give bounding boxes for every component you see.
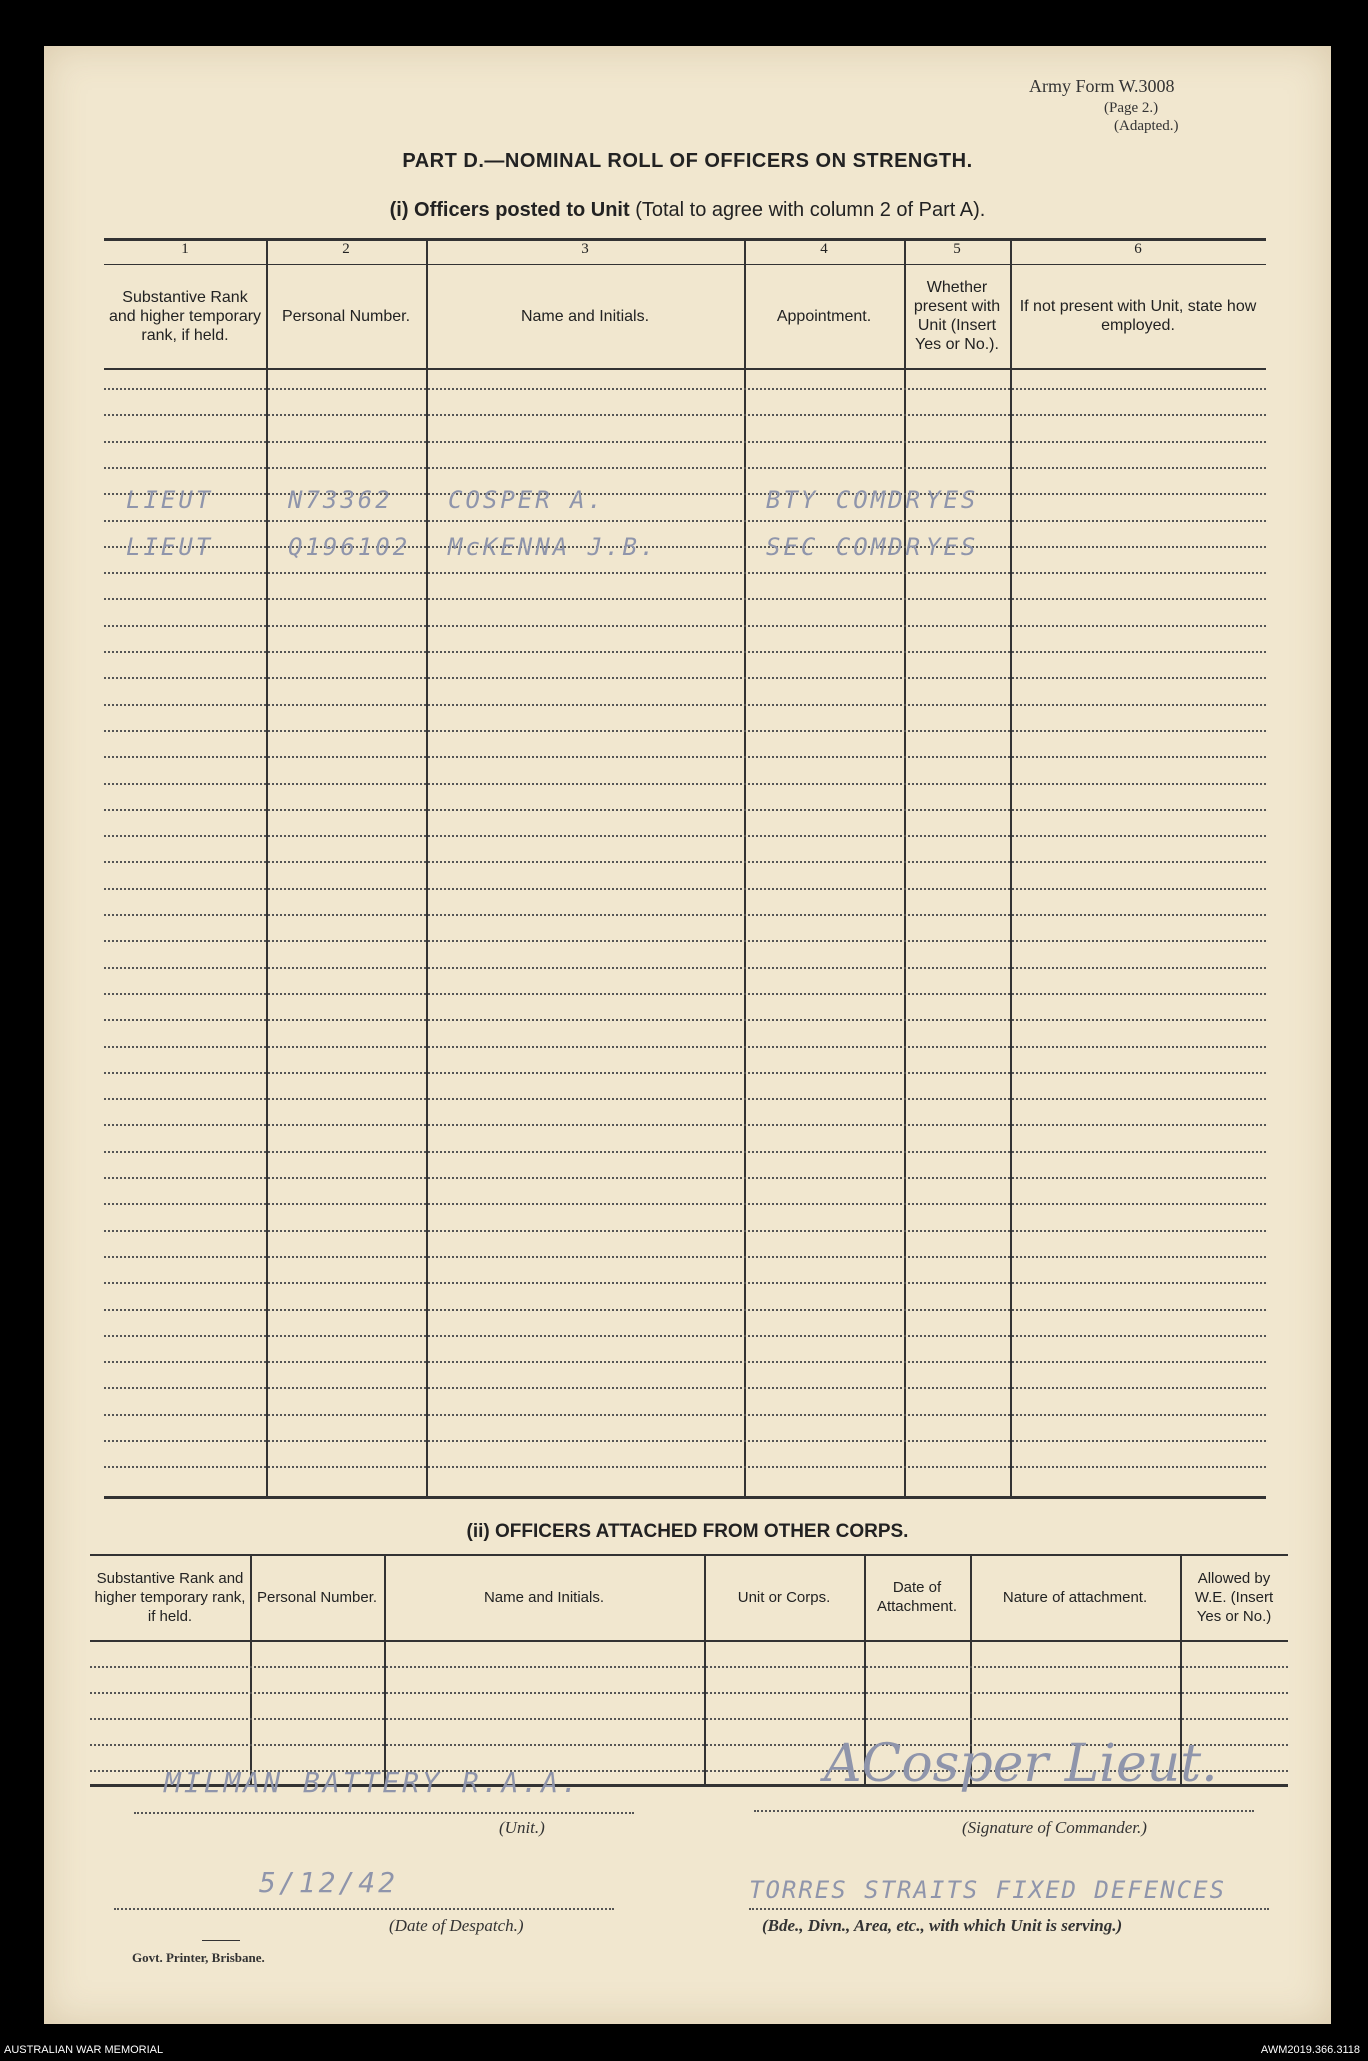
- archive-bar: [0, 2040, 1368, 2061]
- column-header: Nature of attachment.: [1002, 1588, 1148, 1606]
- table1-row-line: [104, 414, 1266, 416]
- table1-row-line: [104, 1177, 1266, 1179]
- table1-row-line: [104, 467, 1266, 469]
- table2-row-line: [90, 1718, 1288, 1720]
- bde-label: (Bde., Divn., Area, etc., with which Unit is serving.): [762, 1916, 1123, 1935]
- table1-row-line: [104, 677, 1266, 679]
- table1-row-line: [104, 888, 1266, 890]
- table2-column-divider: [384, 1554, 386, 1784]
- column-header: Unit or Corps.: [737, 1588, 831, 1606]
- entry-rank: LIEUT: [126, 533, 214, 561]
- entry-present: YES: [926, 486, 979, 514]
- table1-row-line: [104, 493, 1266, 495]
- section1-title: [44, 199, 1331, 222]
- column-header: Name and Initials.: [520, 307, 650, 325]
- signature-line: [754, 1810, 1254, 1812]
- entry-name: McKENNA J.B.: [448, 533, 658, 561]
- date-line: [114, 1908, 614, 1910]
- despatch-date-value: 5/12/42: [259, 1866, 399, 1899]
- table1-header-rule: [104, 368, 1266, 370]
- table1-row-line: [104, 441, 1266, 443]
- table1-number-rule: [104, 264, 1266, 265]
- table1-row-line: [104, 1414, 1266, 1416]
- column-number: 5: [953, 241, 961, 257]
- table2-column-divider: [704, 1554, 706, 1784]
- table1-bottom-rule: [104, 1496, 1266, 1499]
- form-page-number: (Page 2.): [1104, 100, 1159, 116]
- section2-title: (ii) OFFICERS ATTACHED FROM OTHER CORPS.: [466, 1521, 909, 1542]
- table1-row-line: [104, 1361, 1266, 1363]
- table1-row-line: [104, 1203, 1266, 1205]
- signature-label: (Signature of Commander.): [962, 1818, 1147, 1837]
- table1-row-line: [104, 1019, 1266, 1021]
- column-header: Allowed by W.E. (Insert Yes or No.): [1194, 1569, 1274, 1625]
- unit-line: [134, 1812, 634, 1814]
- table1-row-line: [104, 1256, 1266, 1258]
- bde-value: TORRES STRAITS FIXED DEFENCES: [749, 1876, 1227, 1904]
- table1-row-line: [104, 704, 1266, 706]
- table1-row-line: [104, 598, 1266, 600]
- printer-rule: [202, 1940, 240, 1941]
- table1-row-line: [104, 1124, 1266, 1126]
- entry-appointment: BTY COMDR: [766, 486, 924, 514]
- column-number: 1: [181, 241, 189, 257]
- column-header: Whether present with Unit (Insert Yes or No.).: [913, 279, 1001, 353]
- table1-column-divider: [266, 238, 268, 1496]
- column-header: Date of Attachment.: [876, 1579, 958, 1615]
- table1-row-line: [104, 914, 1266, 916]
- form-adapted: (Adapted.): [1114, 118, 1179, 134]
- entry-present: YES: [926, 533, 979, 561]
- table1-row-line: [104, 1151, 1266, 1153]
- table1-row-line: [104, 388, 1266, 390]
- column-header: If not present with Unit, state how employed.: [1019, 298, 1257, 334]
- form-page: [44, 46, 1331, 2024]
- column-number: 2: [342, 241, 350, 257]
- table2-header-rule: [90, 1640, 1288, 1642]
- entry-name: COSPER A.: [448, 486, 606, 514]
- table1-row-line: [104, 572, 1266, 574]
- date-label: (Date of Despatch.): [389, 1916, 524, 1935]
- table1-column-divider: [744, 238, 746, 1496]
- column-number: 6: [1134, 241, 1142, 257]
- table1-row-line: [104, 625, 1266, 627]
- table1-column-divider: [1010, 238, 1012, 1496]
- column-number: 3: [581, 241, 589, 257]
- table1-row-line: [104, 967, 1266, 969]
- archive-id: AWM2019.366.3118: [1260, 2044, 1360, 2056]
- page-title: PART D.—NOMINAL ROLL OF OFFICERS ON STRENGTH.: [402, 150, 973, 172]
- table1-row-line: [104, 1335, 1266, 1337]
- table1-row-line: [104, 1046, 1266, 1048]
- table1-row-line: [104, 1230, 1266, 1232]
- table1-row-line: [104, 651, 1266, 653]
- entry-number: N73362: [288, 486, 393, 514]
- table1-row-line: [104, 1466, 1266, 1468]
- table1-row-line: [104, 756, 1266, 758]
- table1-row-line: [104, 1440, 1266, 1442]
- bde-line: [749, 1908, 1269, 1910]
- column-header: Appointment.: [776, 307, 872, 325]
- column-number: 4: [820, 241, 828, 257]
- column-header: Substantive Rank and higher temporary rank, if held.: [108, 288, 262, 344]
- table1-row-line: [104, 1309, 1266, 1311]
- column-header: Substantive Rank and higher temporary rank, if held.: [94, 1569, 246, 1625]
- section1-title-bold: (i) Officers posted to Unit: [389, 199, 630, 221]
- table1-row-line: [104, 1387, 1266, 1389]
- unit-label: (Unit.): [499, 1818, 545, 1837]
- archive-name: AUSTRALIAN WAR MEMORIAL: [4, 2044, 164, 2056]
- table1-row-line: [104, 1072, 1266, 1074]
- table1-row-line: [104, 1098, 1266, 1100]
- table1-row-line: [104, 835, 1266, 837]
- table1-row-line: [104, 520, 1266, 522]
- entry-number: Q196102: [288, 533, 411, 561]
- unit-value: MILMAN BATTERY R.A.A.: [164, 1766, 582, 1799]
- table1-row-line: [104, 546, 1266, 548]
- table1-row-line: [104, 783, 1266, 785]
- column-header: Personal Number.: [256, 1588, 378, 1606]
- table1-column-divider: [426, 238, 428, 1496]
- column-header: Personal Number.: [281, 307, 411, 325]
- table1-row-line: [104, 861, 1266, 863]
- table1-row-line: [104, 940, 1266, 942]
- table1-row-line: [104, 993, 1266, 995]
- table2-row-line: [90, 1692, 1288, 1694]
- entry-rank: LIEUT: [126, 486, 214, 514]
- table2-column-divider: [250, 1554, 252, 1784]
- column-header: Name and Initials.: [483, 1588, 605, 1606]
- section1-title-rest: (Total to agree with column 2 of Part A).: [635, 199, 986, 221]
- table1-row-line: [104, 809, 1266, 811]
- table1-row-line: [104, 730, 1266, 732]
- form-number: Army Form W.3008: [1029, 76, 1175, 96]
- entry-appointment: SEC COMDR: [766, 533, 924, 561]
- table1-column-divider: [904, 238, 906, 1496]
- commander-signature: ACosper Lieut.: [824, 1734, 1218, 1794]
- printer-imprint: Govt. Printer, Brisbane.: [132, 1950, 265, 1965]
- table2-row-line: [90, 1666, 1288, 1668]
- table1-row-line: [104, 1282, 1266, 1284]
